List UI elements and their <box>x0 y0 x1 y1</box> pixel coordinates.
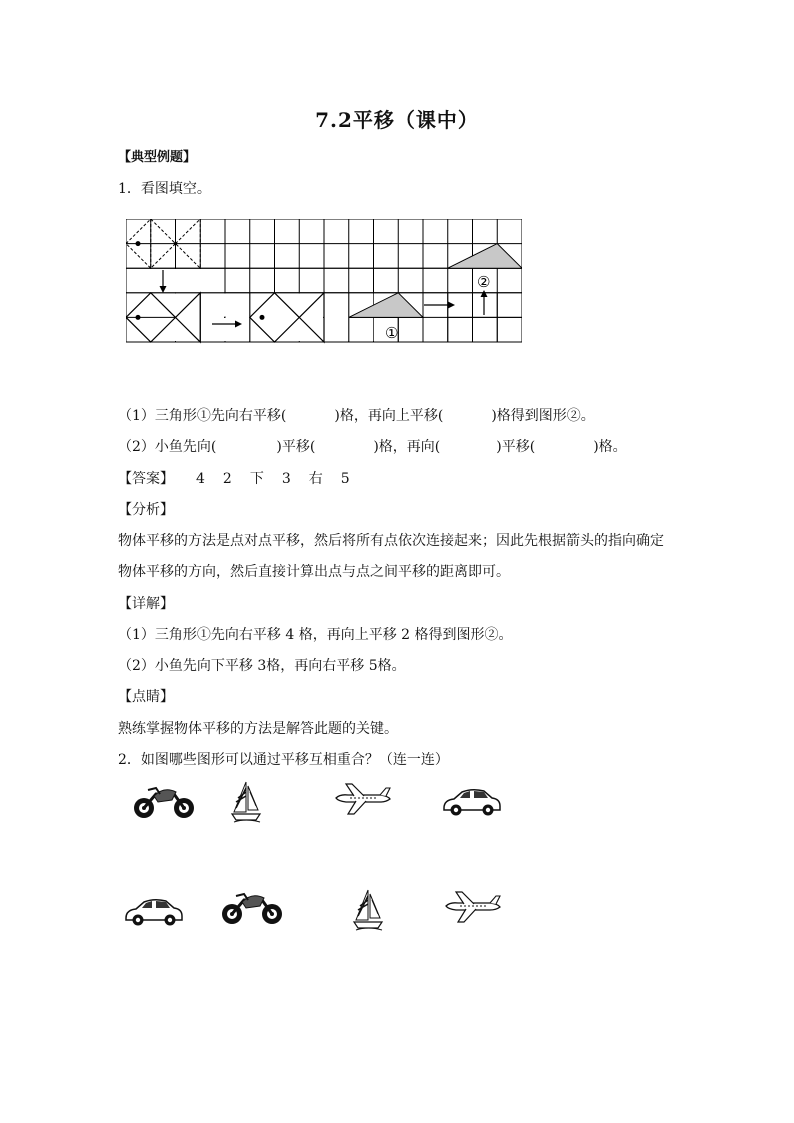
matching-pictures <box>118 770 518 940</box>
motorcycle-icon[interactable] <box>222 894 282 924</box>
q1-sub1: （1）三角形①先向右平移( )格，再向上平移( )格得到图形②。 <box>118 408 595 424</box>
sailboat-icon[interactable] <box>232 782 260 822</box>
up-arrow-icon <box>481 290 488 315</box>
answer-value: 4 <box>196 471 205 487</box>
answer-value: 5 <box>340 471 350 487</box>
airplane-icon[interactable] <box>336 784 390 814</box>
sailboat-icon[interactable] <box>354 890 382 930</box>
detail-text-2: （2）小鱼先向下平移 3格，再向右平移 5格。 <box>118 658 406 674</box>
answer-value: 3 <box>281 471 291 487</box>
analysis-text-1: 物体平移的方法是点对点平移，然后将所有点依次连接起来；因此先根据箭头的指向确定 <box>118 533 664 549</box>
answer-value: 2 <box>222 471 232 487</box>
label-circle-1: ① <box>385 324 399 342</box>
detail-label: 【详解】 <box>118 596 174 612</box>
detail-text-1: （1）三角形①先向右平移 4 格，再向上平移 2 格得到图形②。 <box>118 627 513 643</box>
answer-value: 右 <box>308 471 323 487</box>
analysis-text-2: 物体平移的方向，然后直接计算出点与点之间平移的距离即可。 <box>118 564 510 580</box>
car-icon[interactable] <box>126 900 182 926</box>
tip-label: 【点睛】 <box>118 689 174 705</box>
triangle-2 <box>448 244 522 269</box>
translation-grid-figure <box>126 219 522 345</box>
tip-text: 熟练掌握物体平移的方法是解答此题的关键。 <box>118 721 398 737</box>
question-1-heading: 1．看图填空。 <box>118 181 211 197</box>
analysis-label: 【分析】 <box>118 502 174 518</box>
answer-line <box>118 468 368 488</box>
car-icon[interactable] <box>444 790 500 816</box>
motorcycle-icon[interactable] <box>134 788 194 818</box>
label-circle-2: ② <box>477 273 491 291</box>
fish-eye-dot <box>136 241 141 246</box>
section-label: 【典型例题】 <box>118 150 197 165</box>
q1-sub2: （2）小鱼先向( )平移( )格，再向( )平移( )格。 <box>118 439 627 455</box>
airplane-icon[interactable] <box>446 892 500 922</box>
page-title: 7.2平移（课中） <box>315 108 479 132</box>
answer-value: 下 <box>249 471 264 487</box>
question-2-heading: 2．如图哪些图形可以通过平移互相重合？（连一连） <box>118 752 449 768</box>
answer-label: 【答案】 <box>118 471 174 487</box>
